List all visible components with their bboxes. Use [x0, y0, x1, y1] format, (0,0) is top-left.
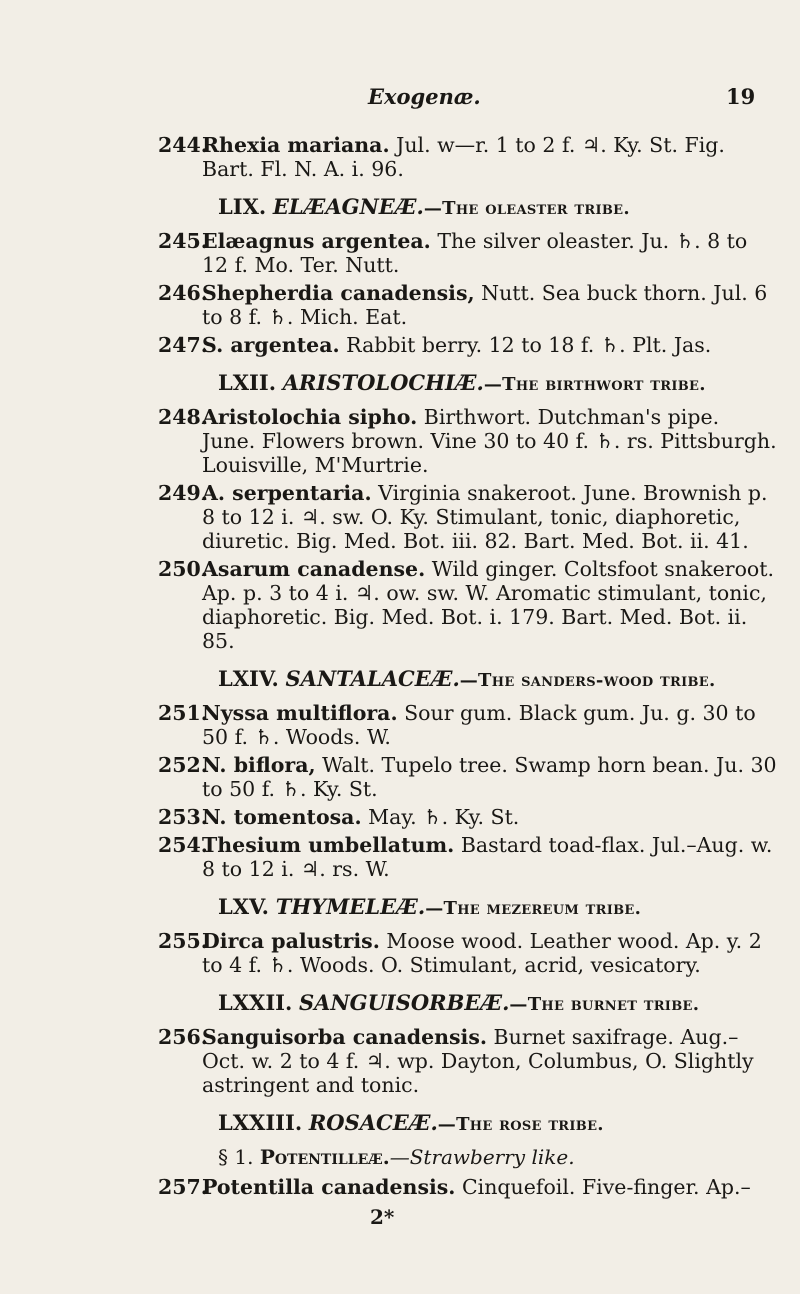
species-name: Shepherdia canadensis, [202, 281, 475, 305]
entry-number: 257. [158, 1175, 208, 1199]
entry-description: Birthwort. Dutchman's pipe. June. Flowers brown. Vine 30 to 40 f. ♄. rs. Pittsburgh. Louisville, M'Murtrie. [202, 405, 777, 477]
tribe-common-name: —The burnet tribe. [509, 994, 700, 1015]
entry-description: May. ♄. Ky. St. [361, 805, 520, 829]
entry-description: Sour gum. Black gum. Ju. g. 30 to 50 f. ♄. Woods. W. [202, 701, 756, 749]
tribe-latin-name: ARISTOLOCHIÆ. [282, 370, 484, 395]
catalog-entry [158, 481, 777, 553]
entry-number: 251. [158, 701, 208, 725]
tribe-number: LXIV. [218, 666, 279, 691]
entry-number: 255. [158, 929, 208, 953]
entry-description: Bastard toad-flax. Jul.–Aug. w. 8 to 12 i. ♃. rs. W. [202, 833, 773, 881]
entry-description: Moose wood. Leather wood. Ap. y. 2 to 4 f. ♄. Woods. O. Stimulant, acrid, vesicatory. [202, 929, 762, 977]
catalog-entry [158, 557, 777, 653]
tribe-latin-name: THYMELEÆ. [275, 894, 426, 919]
tribe-latin-name: SANGUISORBEÆ. [299, 990, 510, 1015]
catalog-entry [158, 929, 777, 977]
catalog-entry [158, 281, 777, 329]
species-name: Sanguisorba canadensis. [202, 1025, 488, 1049]
species-name: S. argentea. [202, 333, 340, 357]
catalog-entry [158, 805, 777, 829]
entry-number: 246. [158, 281, 208, 305]
entry-number: 247. [158, 333, 208, 357]
tribe-heading [218, 991, 800, 1017]
catalog-entry [158, 333, 777, 357]
entry-number: 245. [158, 229, 208, 253]
catalog-entry [158, 133, 777, 181]
entry-number: 256. [158, 1025, 208, 1049]
catalog-entry [158, 405, 777, 477]
subsection-label: Potentilleæ. [259, 1145, 390, 1169]
entry-description: Virginia snakeroot. June. Brownish p. 8 to 12 i. ♃. sw. O. Ky. Stimulant, tonic, diaphoretic, diuretic. Big. Med. Bot. iii. 82. Bart. Med. Bot. ii. 41. [202, 481, 768, 553]
entry-description: Rabbit berry. 12 to 18 f. ♄. Plt. Jas. [339, 333, 712, 357]
tribe-heading [218, 371, 800, 397]
tribe-number: LIX. [218, 194, 267, 219]
entry-number: 250. [158, 557, 208, 581]
catalog-entry [158, 753, 777, 801]
catalog-entry [158, 229, 777, 277]
entry-description: Jul. w—r. 1 to 2 f. ♃. Ky. St. Fig. Bart. Fl. N. A. i. 96. [202, 133, 725, 181]
subsection-heading [218, 1145, 800, 1169]
entry-description: Cinquefoil. Five-finger. Ap.– [455, 1175, 751, 1199]
catalog-entry [158, 1025, 777, 1097]
page-content [0, 133, 800, 1203]
tribe-latin-name: ELÆAGNEÆ. [272, 194, 424, 219]
species-name: Dirca palustris. [202, 929, 380, 953]
entry-description: The silver oleaster. Ju. ♄. 8 to 12 f. Mo. Ter. Nutt. [202, 229, 748, 277]
entry-description: Walt. Tupelo tree. Swamp horn bean. Ju. 30 to 50 f. ♄. Ky. St. [202, 753, 777, 801]
tribe-common-name: —The sanders-wood tribe. [459, 670, 716, 691]
subsection-description: —Strawberry like. [389, 1145, 575, 1169]
signature-mark: 2* [370, 1205, 395, 1229]
species-name: Asarum canadense. [202, 557, 426, 581]
tribe-common-name: —The birthwort tribe. [483, 374, 706, 395]
entry-number: 253. [158, 805, 208, 829]
species-name: Potentilla canadensis. [202, 1175, 456, 1199]
tribe-heading [218, 895, 800, 921]
tribe-number: LXII. [218, 370, 277, 395]
entry-number: 244. [158, 133, 208, 157]
page-number: 19 [726, 84, 756, 109]
tribe-common-name: —The oleaster tribe. [423, 198, 630, 219]
species-name: A. serpentaria. [202, 481, 372, 505]
tribe-heading [218, 195, 800, 221]
species-name: N. tomentosa. [202, 805, 362, 829]
entry-description: Wild ginger. Coltsfoot snakeroot. Ap. p. 3 to 4 i. ♃. ow. sw. W. Aromatic stimulant, tonic, diaphoretic. Big. Med. Bot. i. 179. Bart. Med. Bot. ii. 85. [202, 557, 775, 653]
species-name: N. biflora, [202, 753, 316, 777]
catalog-entry [158, 1175, 777, 1199]
catalog-entry [158, 701, 777, 749]
tribe-common-name: —The rose tribe. [437, 1114, 604, 1135]
running-title: Exogenæ. [368, 84, 481, 109]
entry-description: Burnet saxifrage. Aug.–Oct. w. 2 to 4 f. ♃. wp. Dayton, Columbus, O. Slightly astringent and tonic. [202, 1025, 754, 1097]
tribe-latin-name: SANTALACEÆ. [285, 666, 460, 691]
entry-description: Nutt. Sea buck thorn. Jul. 6 to 8 f. ♄. Mich. Eat. [202, 281, 768, 329]
tribe-heading [218, 667, 800, 693]
entry-number: 254. [158, 833, 208, 857]
species-name: Elæagnus argentea. [202, 229, 431, 253]
tribe-number: LXXII. [218, 990, 293, 1015]
entry-number: 249. [158, 481, 208, 505]
page-header [0, 84, 800, 114]
species-name: Nyssa multiflora. [202, 701, 398, 725]
tribe-number: LXXIII. [218, 1110, 303, 1135]
species-name: Thesium umbellatum. [202, 833, 455, 857]
catalog-entry [158, 833, 777, 881]
species-name: Rhexia mariana. [202, 133, 390, 157]
entry-number: 252. [158, 753, 208, 777]
section-mark: § 1. [218, 1145, 254, 1169]
species-name: Aristolochia sipho. [202, 405, 418, 429]
tribe-heading [218, 1111, 800, 1137]
tribe-number: LXV. [218, 894, 269, 919]
entry-number: 248. [158, 405, 208, 429]
tribe-latin-name: ROSACEÆ. [308, 1110, 438, 1135]
tribe-common-name: —The mezereum tribe. [425, 898, 642, 919]
